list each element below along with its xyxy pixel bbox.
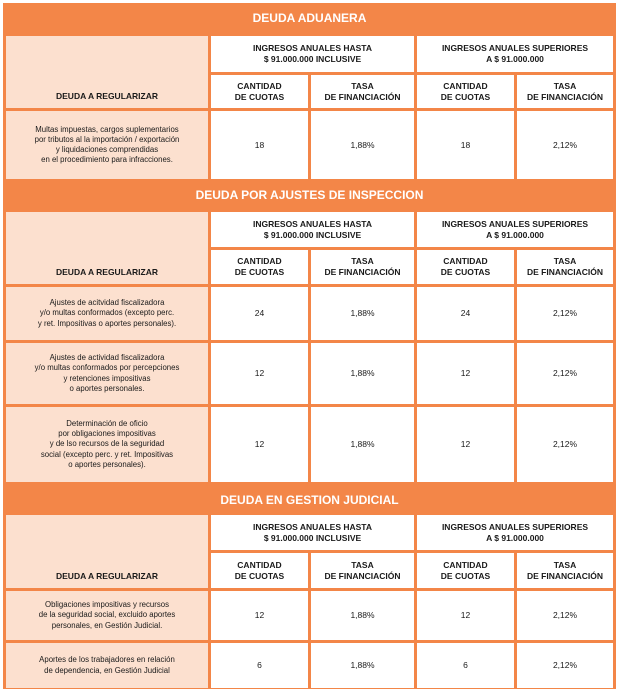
description-line: o aportes personales). [68, 459, 146, 469]
col-header-tasa [311, 553, 414, 588]
col-header-tasa [311, 250, 414, 284]
description-line: y de lso recursos de la seguridad [49, 439, 165, 449]
cuotas-value: 6 [417, 643, 514, 688]
cuotas-value: 18 [417, 111, 514, 179]
description-line: en el procedimiento para infracciones. [41, 155, 173, 165]
description-line: y ret. Impositivas o aportes personales). [37, 318, 177, 328]
group-header-line: A $ 91.000.000 [486, 54, 544, 64]
col-header-line: TASA [553, 80, 577, 91]
cuotas-value: 12 [211, 591, 308, 640]
col-header-line: DE FINANCIACIÓN [526, 267, 604, 277]
group-header-line: INGRESOS ANUALES SUPERIORES [441, 218, 589, 229]
group-header-line: INGRESOS ANUALES HASTA [252, 43, 372, 54]
group-header-line: $ 91.000.000 INCLUSIVE [263, 229, 362, 240]
tasa-value: 2,12% [517, 643, 613, 688]
section-title: DEUDA POR AJUSTES DE INSPECCION [195, 188, 424, 202]
col-header-line: DE FINANCIACIÓN [324, 570, 401, 581]
col-header-line: TASA [351, 256, 374, 267]
col-header-cuotas [211, 75, 308, 108]
tasa-value: 1,88% [311, 287, 414, 340]
description-line: por obligaciones impositivas [58, 429, 156, 439]
cuotas-value: 24 [417, 287, 514, 340]
col-header-line: DE CUOTAS [440, 91, 491, 102]
row-description [6, 343, 208, 404]
col-header-line: DE CUOTAS [234, 267, 285, 277]
cuotas-value: 12 [417, 343, 514, 404]
group-header-line: INGRESOS ANUALES SUPERIORES [441, 43, 589, 54]
col-header-line: TASA [553, 559, 577, 570]
col-header-line: DE CUOTAS [440, 267, 491, 277]
section-title: DEUDA EN GESTION JUDICIAL [220, 493, 399, 507]
cuotas-value: 6 [211, 643, 308, 688]
cuotas-value: 12 [211, 407, 308, 482]
description-line: social (excepto perc. y ret. Impositivas [40, 449, 174, 459]
col-header-line: DE FINANCIACIÓN [526, 570, 604, 581]
deuda-a-regularizar-header: DEUDA A REGULARIZAR [6, 36, 208, 108]
description-line: de la seguridad social, excluido aportes [38, 610, 176, 620]
description-line: Obligaciones impositivas y recursos [45, 600, 169, 610]
col-header-line: TASA [351, 80, 374, 91]
description-line: o aportes personales. [69, 383, 145, 393]
description-line: Aportes de los trabajadores en relación [39, 655, 175, 665]
col-header-tasa [517, 75, 613, 108]
col-header-line: CANTIDAD [237, 256, 282, 267]
tasa-value: 2,12% [517, 407, 613, 482]
col-header-line: CANTIDAD [443, 559, 488, 570]
row-description [6, 643, 208, 688]
col-header-cuotas [417, 553, 514, 588]
description-line: por tributos al la importación / exportación [34, 134, 180, 144]
col-header-line: DE CUOTAS [234, 570, 285, 581]
col-header-tasa [517, 553, 613, 588]
group-header-superiores [417, 212, 613, 247]
description-line: Ajustes de acitvidad fiscalizadora [49, 298, 165, 308]
group-header-line: $ 91.000.000 INCLUSIVE [263, 532, 362, 543]
col-header-line: TASA [553, 256, 577, 267]
description-line: Ajustes de actividad fiscalizadora [49, 353, 165, 363]
description-line: Determinación de oficio [66, 419, 148, 429]
col-header-line: CANTIDAD [443, 80, 488, 91]
group-header-hasta [211, 36, 414, 72]
description-line: Multas impuestas, cargos suplementarios [35, 124, 179, 134]
group-header-line: INGRESOS ANUALES SUPERIORES [441, 521, 589, 532]
group-header-line: INGRESOS ANUALES HASTA [252, 218, 372, 229]
cuotas-value: 18 [211, 111, 308, 179]
col-header-line: DE FINANCIACIÓN [324, 91, 401, 102]
row-description [6, 287, 208, 340]
col-header-tasa [311, 75, 414, 108]
tasa-value: 1,88% [311, 407, 414, 482]
tasa-value: 1,88% [311, 111, 414, 179]
group-header-superiores [417, 515, 613, 550]
col-header-cuotas [211, 250, 308, 284]
group-header-hasta [211, 515, 414, 550]
description-line: y/o multas conformados por percepciones [34, 363, 180, 373]
col-header-line: DE FINANCIACIÓN [526, 91, 604, 102]
col-header-line: DE CUOTAS [234, 91, 285, 102]
deuda-a-regularizar-header: DEUDA A REGULARIZAR [6, 212, 208, 284]
col-header-line: CANTIDAD [237, 80, 282, 91]
col-header-tasa [517, 250, 613, 284]
description-line: y liquidaciones comprendidas [55, 145, 159, 154]
group-header-line: A $ 91.000.000 [486, 229, 544, 240]
group-header-superiores [417, 36, 613, 72]
col-header-cuotas [417, 75, 514, 108]
col-header-cuotas [211, 553, 308, 588]
section-title: DEUDA ADUANERA [252, 11, 367, 25]
tasa-value: 2,12% [517, 111, 613, 179]
description-line: y retenciones impositivas [63, 373, 151, 383]
tasa-value: 2,12% [517, 591, 613, 640]
cuotas-value: 12 [417, 407, 514, 482]
description-line: y/o multas conformados (excepto perc. [39, 308, 175, 318]
row-description [6, 591, 208, 640]
row-description [6, 407, 208, 482]
group-header-line: A $ 91.000.000 [486, 532, 544, 543]
cuotas-value: 24 [211, 287, 308, 340]
col-header-line: DE FINANCIACIÓN [324, 267, 401, 277]
col-header-line: CANTIDAD [237, 559, 282, 570]
tasa-value: 2,12% [517, 343, 613, 404]
cuotas-value: 12 [417, 591, 514, 640]
description-line: personales, en Gestión Judicial. [51, 620, 163, 630]
tasa-value: 1,88% [311, 343, 414, 404]
description-line: de dependencia, en Gestión Judicial [44, 665, 170, 675]
col-header-line: DE CUOTAS [440, 570, 491, 581]
col-header-line: TASA [351, 559, 374, 570]
group-header-line: $ 91.000.000 INCLUSIVE [263, 54, 362, 64]
group-header-line: INGRESOS ANUALES HASTA [252, 521, 372, 532]
col-header-cuotas [417, 250, 514, 284]
col-header-line: CANTIDAD [443, 256, 488, 267]
group-header-hasta [211, 212, 414, 247]
tasa-value: 2,12% [517, 287, 613, 340]
deuda-a-regularizar-header: DEUDA A REGULARIZAR [6, 515, 208, 588]
cuotas-value: 12 [211, 343, 308, 404]
financing-table [3, 3, 616, 689]
row-description [6, 111, 208, 179]
tasa-value: 1,88% [311, 591, 414, 640]
tasa-value: 1,88% [311, 643, 414, 688]
